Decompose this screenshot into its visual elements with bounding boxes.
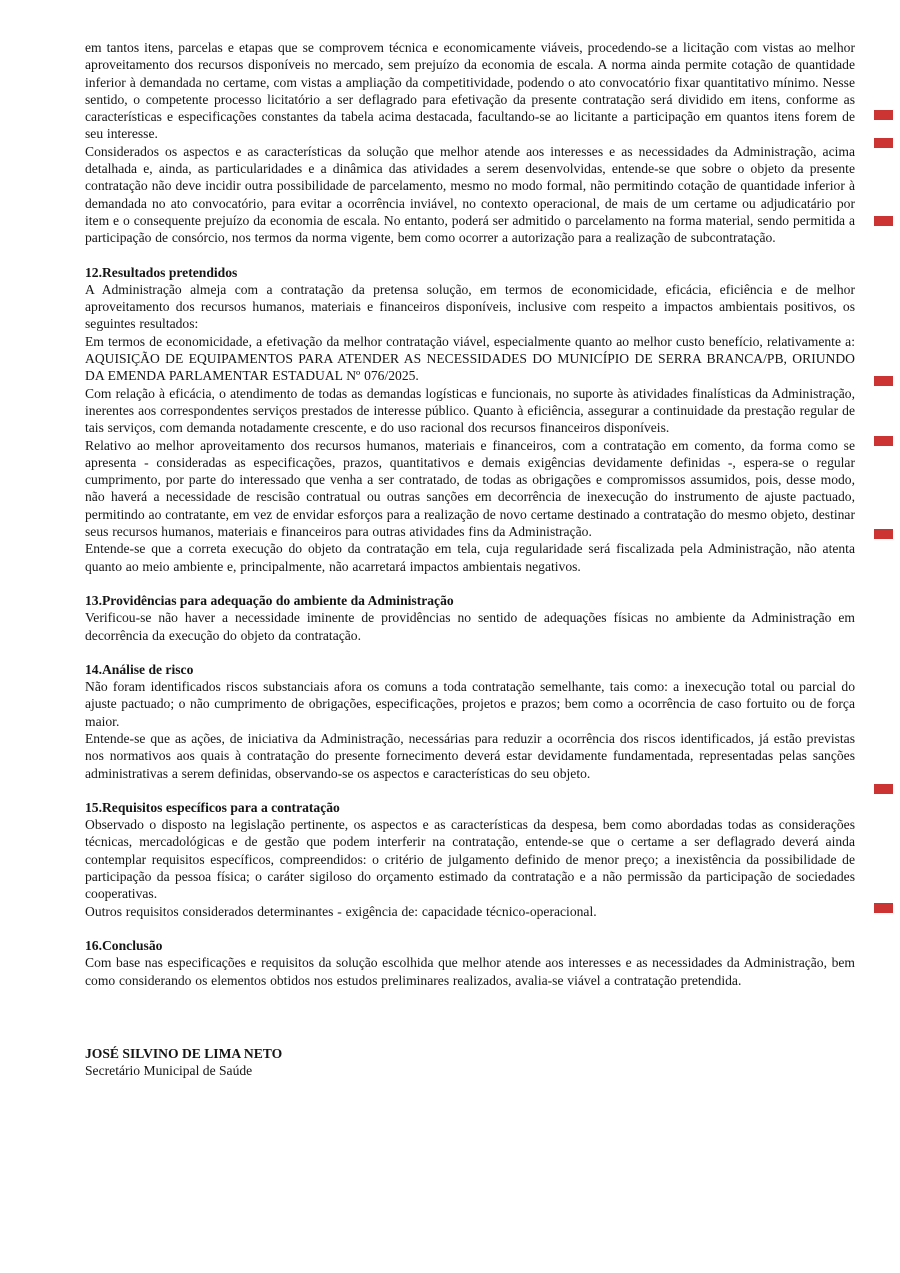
section-12-heading: 12.Resultados pretendidos (85, 264, 238, 280)
edit-mark (874, 110, 893, 120)
body-paragraph: Não foram identificados riscos substanciais afora os comuns a toda contratação semelhante, tais como: a inexecução total ou parcial do ajuste pactuado; o não cumprimento de obrigações, especificações, projetos e prazos; bem como a ocorrência de caso fortuito ou de força maior. (85, 679, 855, 729)
edit-mark (874, 436, 893, 446)
signature-title: Secretário Municipal de Saúde (85, 1063, 253, 1079)
body-paragraph: Relativo ao melhor aproveitamento dos recursos humanos, materiais e financeiros, com a contratação em comento, da forma como se apresenta - consideradas as especificações, prazos, quantitativos e demais exigências devidamente definidas -, espera-se o regular cumprimento, por parte do interessado que venha a ser contratado, de todas as obrigações e compromissos assumidos, pois, desse modo, não haverá a necessidade de rescisão contratual ou outras sanções em decorrência de inexecução do instrumento de ajuste pactuado, permitindo ao contratante, em vez de envidar esforços para a realização de novo certame destinado a contratação do mesmo objeto, destinar seus recursos humanos, materiais e financeiros para outras atividades fins da Administração. (85, 437, 855, 540)
document-body (85, 39, 855, 1079)
edit-mark (874, 216, 893, 226)
body-paragraph: Com base nas especificações e requisitos da solução escolhida que melhor atende aos interesses e as necessidades da Administração, bem como considerando os elementos obtidos nos estudos preliminares realizados, avalia-se viável a contratação pretendida. (85, 955, 855, 988)
body-paragraph: Com relação à eficácia, o atendimento de todas as demandas logísticas e funcionais, no suporte às atividades finalísticas da Administração, inerentes aos correspondentes serviços prestados de interesse público. Quanto à eficiência, assegurar a continuidade da prestação regular de tais serviços, com demanda notadamente crescente, e do uso racional dos recursos financeiros disponíveis. (85, 385, 855, 436)
body-paragraph: Observado o disposto na legislação pertinente, os aspectos e as características da despesa, bem como abordadas todas as considerações técnicas, mercadológicas e de gestão que podem interferir na contratação, entende-se que o certame a ser deflagrado deverá ainda contemplar requisitos específicos, compreendidos: o critério de julgamento definido de menor preço; a inexistência da possibilidade de participação da pessoa física; o caráter sigiloso do orçamento estimado da contratação e a não permissão da participação de sociedades cooperativas. (85, 817, 855, 902)
body-paragraph: Em termos de economicidade, a efetivação da melhor contratação viável, especialmente quanto ao melhor custo benefício, relativamente a: AQUISIÇÃO DE EQUIPAMENTOS PARA ATENDER AS NECESSIDADES DO MUNICÍPIO DE SERRA BRANCA/PB, ORIUNDO DA EMENDA PARLAMENTAR ESTADUAL Nº 076/2025. (85, 333, 855, 384)
section-15 (85, 799, 855, 920)
signature-name: JOSÉ SILVINO DE LIMA NETO (85, 1045, 283, 1061)
body-paragraph: Considerados os aspectos e as características da solução que melhor atende aos interesses e as necessidades da Administração, acima detalhada e, ainda, as particularidades e a dinâmica das atividades a serem desenvolvidas, entende-se que sobre o objeto da presente contratação não deve incidir outra possibilidade de parcelamento, mesmo no modo formal, não permitindo cotação de quantidade inferior à demandada no ato convocatório, para evitar a ocorrência inviável, no contexto operacional, de mais de um certame ou adjudicatário por item e o consequente prejuízo da economia de escala. No entanto, poderá ser admitido o parcelamento na forma material, sendo permitida a participação de consórcio, nos termos da norma vigente, bem como ocorrer a autorização para a realização de subcontratação. (85, 143, 855, 246)
edit-mark (874, 903, 893, 913)
body-paragraph: Entende-se que a correta execução do objeto da contratação em tela, cuja regularidade será fiscalizada pela Administração, não atenta quanto ao meio ambiente e, principalmente, não acarretará impactos ambientais negativos. (85, 541, 855, 574)
edit-mark (874, 529, 893, 539)
edit-mark (874, 784, 893, 794)
section-13 (85, 592, 855, 644)
edit-mark (874, 376, 893, 386)
body-paragraph: Verificou-se não haver a necessidade iminente de providências no sentido de adequações físicas no ambiente da Administração em decorrência da execução do objeto da contratação. (85, 610, 855, 643)
section-15-heading: 15.Requisitos específicos para a contratação (85, 799, 340, 815)
signature-block (85, 1045, 855, 1080)
section-16 (85, 937, 855, 989)
edit-mark (874, 138, 893, 148)
body-paragraph: em tantos itens, parcelas e etapas que se comprovem técnica e economicamente viáveis, procedendo-se a licitação com vistas ao melhor aproveitamento dos recursos disponíveis no mercado, sem prejuízo da economia de escala. A norma ainda permite cotação de quantidade inferior à demandada no certame, com vistas a ampliação da competitividade, podendo o ato convocatório fixar quantitativo mínimo. Nesse sentido, o competente processo licitatório a ser deflagrado para efetivação da presente contratação será dividido em itens, conforme as características e especificações constantes da tabela acima destacada, facultando-se ao licitante a participação em quantos itens forem de seu interesse. (85, 40, 855, 142)
body-paragraph: A Administração almeja com a contratação da pretensa solução, em termos de economicidade, eficácia, eficiência e de melhor aproveitamento dos recursos humanos, materiais e financeiros disponíveis, inclusive com respeito a impactos ambientais positivos, os seguintes resultados: (85, 281, 855, 332)
section-13-heading: 13.Providências para adequação do ambiente da Administração (85, 592, 454, 608)
section-16-heading: 16.Conclusão (85, 937, 163, 953)
section-12 (85, 264, 855, 575)
section-14 (85, 661, 855, 782)
section-14-heading: 14.Análise de risco (85, 661, 194, 677)
body-paragraph: Entende-se que as ações, de iniciativa da Administração, necessárias para reduzir a ocorrência dos riscos identificados, já estão previstas nos normativos aos quais à contratação do presente fornecimento deverá estar devidamente fundamentada, representadas pelas sanções administrativas a serem definidas, observando-se os aspectos e características do seu objeto. (85, 730, 855, 781)
body-paragraph: Outros requisitos considerados determinantes - exigência de: capacidade técnico-operacional. (85, 903, 597, 919)
